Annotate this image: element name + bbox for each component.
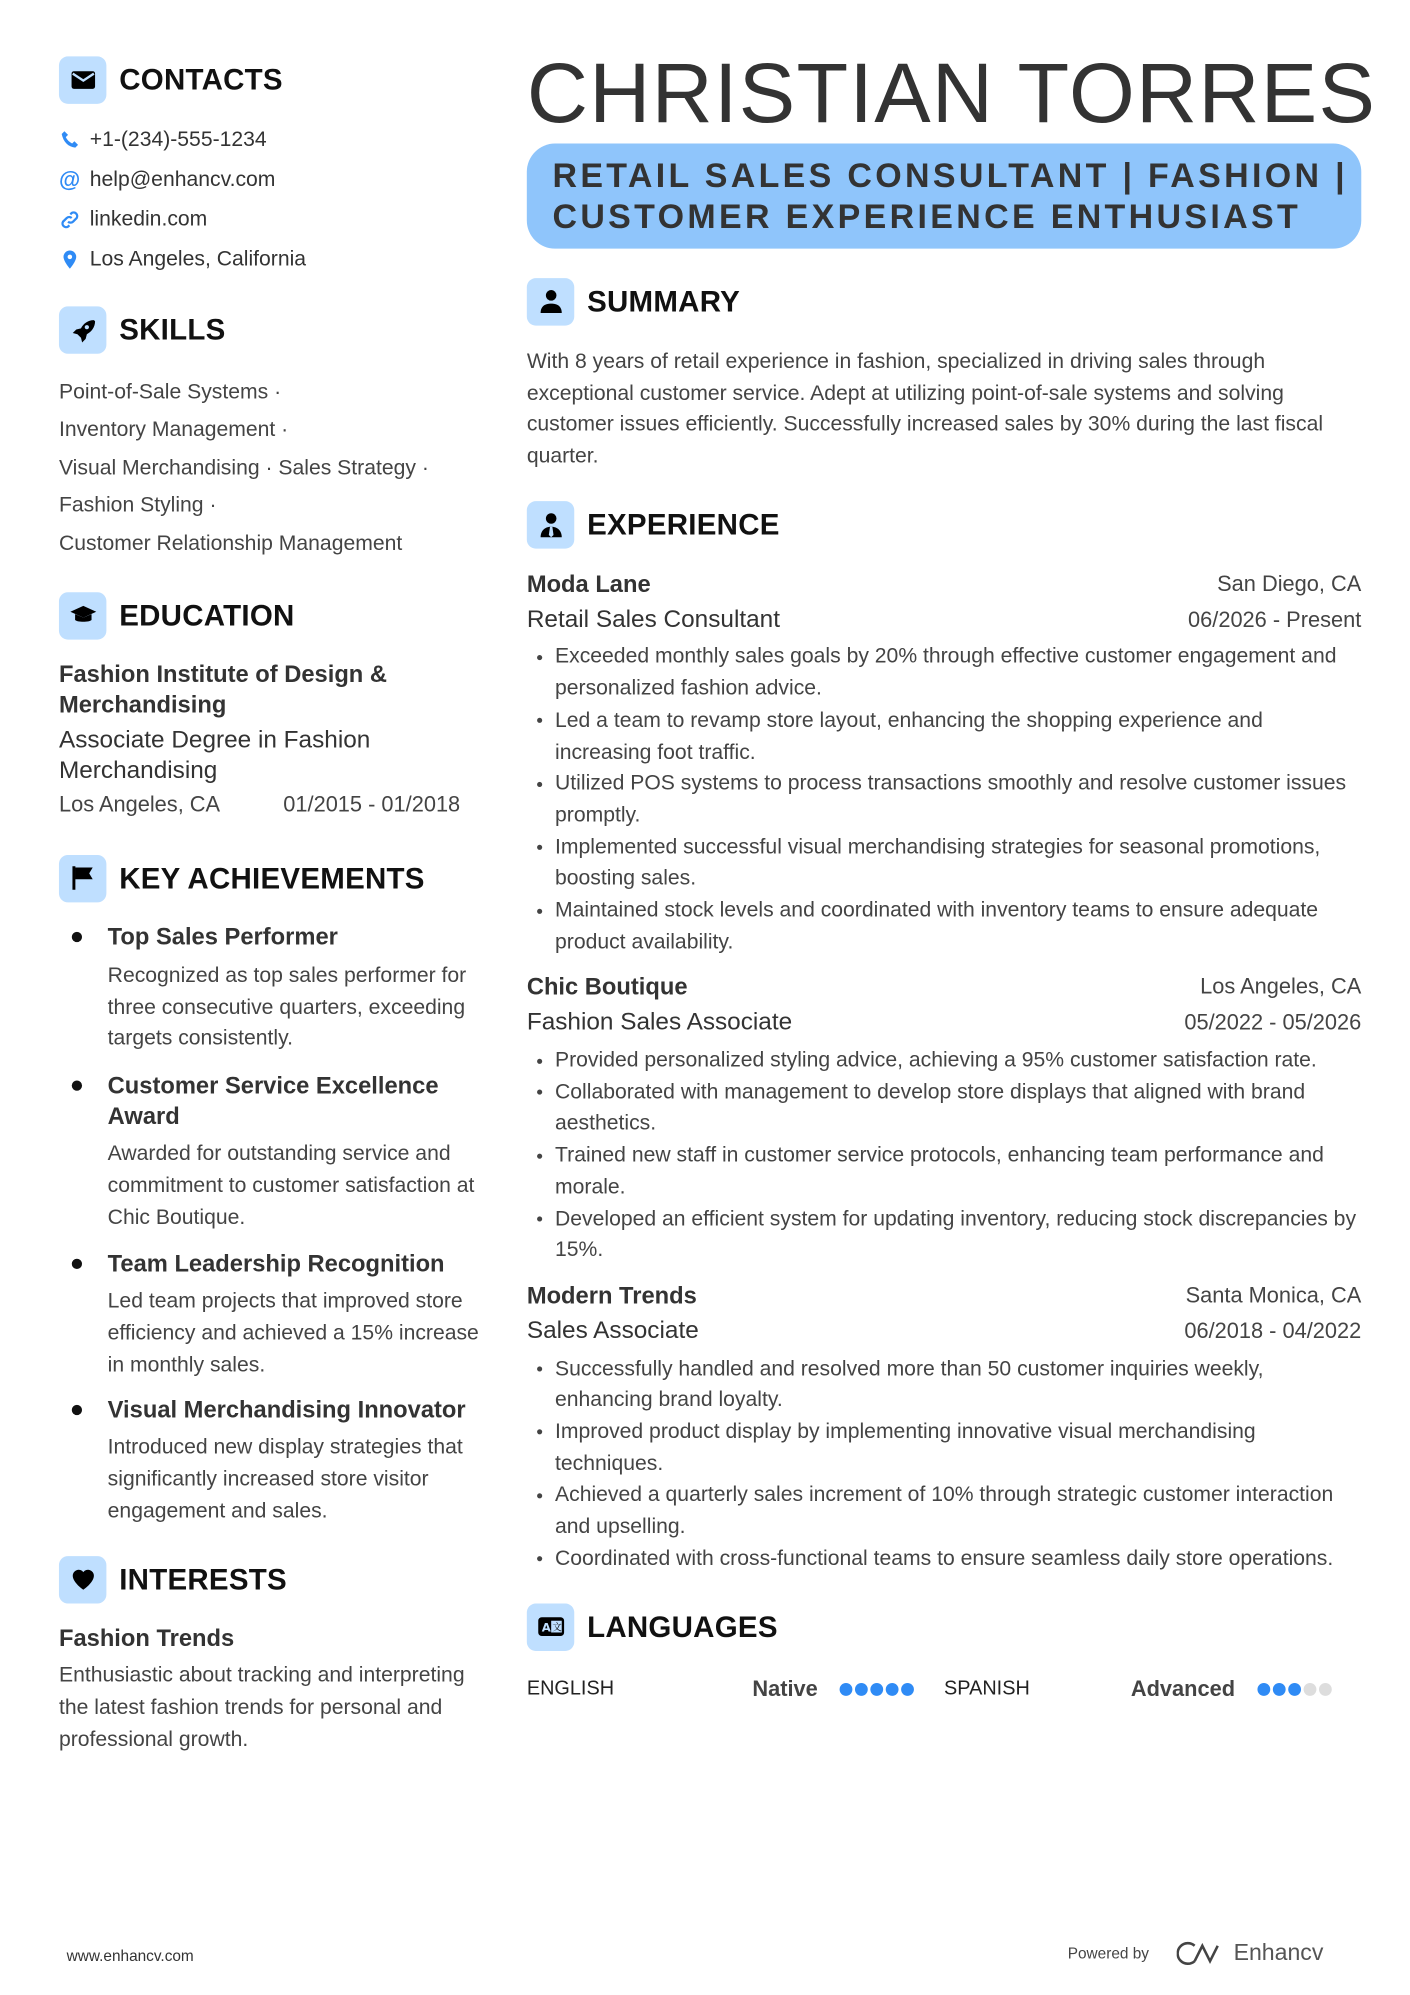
headline-line: CUSTOMER EXPERIENCE ENTHUSIAST	[552, 197, 1302, 236]
job-role: Retail Sales Consultant	[526, 606, 780, 633]
skills-heading	[59, 307, 488, 353]
section-title: SKILLS	[119, 312, 226, 347]
achievement-title: Visual Merchandising Innovator	[107, 1396, 466, 1424]
headline-line: RETAIL SALES CONSULTANT | FASHION |	[552, 156, 1348, 195]
left-column	[59, 56, 488, 1755]
skill-item: Fashion Styling ·	[58, 493, 217, 517]
language-name: ENGLISH	[526, 1678, 615, 1701]
achievement-desc: Led team projects that improved store efficiency and achieved a 15% increase in monthly sales.	[107, 1289, 479, 1377]
interest-desc: Enthusiastic about tracking and interpreting the latest fashion trends for personal and professional growth.	[58, 1664, 465, 1751]
job-dates: 05/2022 - 05/2026	[1184, 1010, 1362, 1035]
achievement-item	[59, 1395, 488, 1527]
language-name: SPANISH	[944, 1678, 1030, 1701]
job-bullet: Led a team to revamp store layout, enhancing the shopping experience and increasing foot traffic.	[527, 705, 1361, 768]
experience-entry	[527, 1280, 1361, 1574]
contact-text: Los Angeles, California	[89, 247, 307, 271]
svg-text:A: A	[541, 1620, 551, 1635]
experience-entry	[527, 972, 1361, 1266]
summary-text: With 8 years of retail experience in fashion, specialized in driving sales through exceptional customer service. Adept at utilizing point-of-sale systems and solving customer issues efficiently. Successfully increased sales by 30% during the last fiscal quarter.	[526, 349, 1324, 468]
achievement-title: Top Sales Performer	[107, 922, 338, 950]
powered-by-label: Powered by	[1067, 1943, 1149, 1962]
company: Modern Trends	[526, 1281, 697, 1309]
businessman-icon	[527, 502, 574, 549]
proficiency-dot	[855, 1684, 868, 1697]
candidate-name: CHRISTIAN TORRES	[526, 44, 1377, 140]
languages-heading	[527, 1604, 1361, 1650]
brand-name: Enhancv	[1233, 1939, 1324, 1965]
school-name: Fashion Institute of Design & Merchandising	[58, 660, 388, 718]
language-level: Advanced	[1130, 1677, 1236, 1702]
contacts-heading	[59, 56, 488, 102]
job-location: San Diego, CA	[1217, 571, 1362, 596]
education-location: Los Angeles, CA	[58, 792, 221, 817]
job-bullet: Successfully handled and resolved more than 50 customer inquiries weekly, enhancing brand loyalty.	[527, 1353, 1361, 1416]
rocket-icon	[59, 306, 106, 353]
proficiency-dots	[840, 1684, 917, 1697]
education-heading	[59, 592, 488, 638]
job-bullet: Utilized POS systems to process transactions smoothly and resolve customer issues promptly.	[527, 768, 1361, 831]
contact-phone[interactable]	[59, 120, 488, 160]
contact-link[interactable]	[59, 200, 488, 240]
language-item	[944, 1677, 1361, 1703]
degree: Associate Degree in Fashion Merchandising	[58, 726, 371, 785]
section-title: INTERESTS	[119, 1562, 287, 1596]
bullet-icon	[72, 932, 82, 942]
job-role: Sales Associate	[526, 1317, 699, 1345]
footer-site-link[interactable]: www.enhancv.com	[66, 1947, 194, 1965]
proficiency-dots	[1257, 1684, 1334, 1697]
headline-box	[527, 144, 1361, 249]
proficiency-dot	[870, 1684, 883, 1697]
contact-location	[59, 240, 488, 280]
job-location: Los Angeles, CA	[1200, 974, 1362, 1000]
proficiency-dot	[901, 1684, 914, 1697]
job-dates: 06/2018 - 04/2022	[1184, 1318, 1362, 1344]
flag-icon	[59, 854, 106, 901]
job-bullet: Exceeded monthly sales goals by 20% through effective customer engagement and personalized fashion advice.	[527, 641, 1361, 704]
proficiency-dot	[886, 1684, 899, 1697]
link-icon	[59, 208, 82, 231]
user-icon	[527, 278, 574, 325]
heart-icon	[59, 1556, 106, 1603]
proficiency-dot	[1272, 1684, 1285, 1697]
job-role: Fashion Sales Associate	[526, 1009, 793, 1037]
proficiency-dot	[1257, 1684, 1270, 1697]
phone-icon	[59, 129, 82, 152]
job-bullet: Collaborated with management to develop store displays that aligned with brand aesthetics.	[527, 1076, 1361, 1139]
translate-icon	[527, 1603, 574, 1650]
achievement-item	[59, 1249, 488, 1381]
proficiency-dot	[1303, 1684, 1316, 1697]
contact-text: +1-(234)-555-1234	[89, 128, 267, 152]
contact-text: help@enhancv.com	[89, 167, 276, 191]
map-pin-icon	[59, 248, 82, 271]
bullet-icon	[72, 1081, 82, 1091]
job-bullet: Maintained stock levels and coordinated with inventory teams to ensure adequate product availability.	[527, 895, 1361, 958]
contact-text: linkedin.com	[89, 207, 208, 231]
section-title: SUMMARY	[587, 283, 741, 318]
section-title: CONTACTS	[119, 62, 283, 96]
company: Moda Lane	[526, 570, 651, 598]
achievement-item	[59, 1070, 488, 1233]
job-dates: 06/2026 - Present	[1188, 607, 1362, 632]
job-bullet: Coordinated with cross-functional teams to ensure seamless daily store operations.	[527, 1543, 1361, 1575]
job-location: Santa Monica, CA	[1185, 1283, 1362, 1308]
achievement-title: Team Leadership Recognition	[107, 1250, 445, 1277]
proficiency-dot	[840, 1684, 853, 1697]
bullet-icon	[72, 1405, 82, 1415]
languages-list	[527, 1675, 1361, 1706]
experience-heading	[527, 502, 1361, 548]
achievement-desc: Awarded for outstanding service and commitment to customer satisfaction at Chic Boutique.	[107, 1142, 475, 1229]
skills-list	[59, 374, 488, 563]
education-dates: 01/2015 - 01/2018	[283, 792, 461, 817]
job-bullet: Improved product display by implementing innovative visual merchandising techniques.	[527, 1416, 1361, 1479]
envelope-icon	[59, 56, 106, 103]
company: Chic Boutique	[526, 973, 688, 1001]
bullet-icon	[72, 1259, 82, 1269]
interest-title: Fashion Trends	[58, 1624, 235, 1652]
svg-text:文: 文	[551, 1623, 562, 1635]
right-column	[526, 44, 1377, 1706]
section-title: KEY ACHIEVEMENTS	[119, 860, 425, 895]
job-bullet: Trained new staff in customer service protocols, enhancing team performance and morale.	[527, 1140, 1361, 1203]
section-title: EXPERIENCE	[587, 507, 780, 542]
experience-entry	[527, 569, 1361, 958]
achievement-desc: Recognized as top sales performer for three consecutive quarters, exceeding targets consistently.	[107, 963, 467, 1051]
section-title: EDUCATION	[119, 597, 295, 632]
job-bullet: Developed an efficient system for updating inventory, reducing stock discrepancies by 15%.	[527, 1203, 1361, 1266]
job-bullet: Implemented successful visual merchandising strategies for seasonal promotions, boosting sales.	[527, 831, 1361, 894]
skill-item: Visual Merchandising · Sales Strategy ·	[58, 455, 429, 479]
at-icon: @	[58, 167, 81, 192]
achievement-desc: Introduced new display strategies that significantly increased store visitor engagement and sales.	[107, 1436, 463, 1523]
skill-item: Inventory Management ·	[58, 417, 289, 441]
job-bullet: Achieved a quarterly sales increment of 10% through strategic customer interaction and upselling.	[527, 1480, 1361, 1543]
language-level: Native	[752, 1677, 818, 1702]
interests-heading	[59, 1557, 488, 1603]
powered-by	[1068, 1939, 1324, 1966]
skill-item: Customer Relationship Management	[58, 531, 403, 555]
proficiency-dot	[1288, 1684, 1301, 1697]
skill-item: Point-of-Sale Systems ·	[58, 380, 282, 404]
achievements-heading	[59, 855, 488, 901]
achievement-title: Customer Service Excellence Award	[107, 1071, 439, 1130]
enhancv-logo-icon	[1177, 1940, 1223, 1966]
job-bullet: Provided personalized styling advice, achieving a 95% customer satisfaction rate.	[527, 1045, 1361, 1077]
section-title: LANGUAGES	[587, 1609, 778, 1644]
summary-heading	[527, 278, 1361, 324]
language-item	[527, 1677, 944, 1703]
graduation-cap-icon	[59, 592, 106, 639]
proficiency-dot	[1318, 1684, 1331, 1697]
achievement-item	[59, 922, 488, 1055]
contact-email[interactable]	[59, 160, 488, 200]
